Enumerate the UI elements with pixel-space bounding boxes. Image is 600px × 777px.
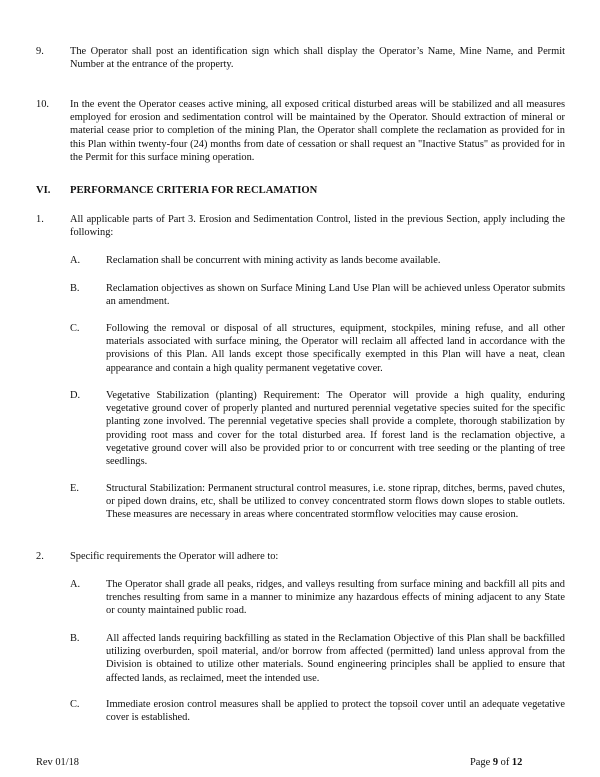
subitem-label: A.: [70, 255, 81, 266]
paragraph-1-text: All applicable parts of Part 3. Erosion and Sedimentation Control, listed in the previous Section, apply including the following:: [70, 214, 565, 239]
section-number: VI.: [36, 185, 51, 196]
subitem-label: B.: [70, 633, 80, 644]
subitem-label: C.: [70, 699, 80, 710]
subitem-2c-text: Immediate erosion control measures shall be applied to protect the topsoil cover until an adequate vegetative cover is established.: [106, 699, 565, 724]
footer-page-word: Page: [470, 757, 491, 768]
paragraph-2-text: Specific requirements the Operator will adhere to:: [70, 551, 279, 562]
subitem-2a-text: The Operator shall grade all peaks, ridges, and valleys resulting from surface mining and backfill all pits and trenches resulting from same in a manner to minimize any hazardous effects of mining adjacent to any State or county maintained public road.: [106, 579, 565, 617]
footer-page-number: [470, 756, 522, 769]
item-number: 9.: [36, 46, 44, 57]
subitem-label: E.: [70, 483, 79, 494]
subitem-1c-text: Following the removal or disposal of all structures, equipment, stockpiles, mining refuse, and all other materials associated with surface mining, the Operator will reclaim all affected land in accordance with the provisions of this Plan. All lands except those specifically exempted in this Plan will have a neat, clean appearance and contain a high quality permanent vegetative cover.: [106, 323, 565, 374]
item-10-text: In the event the Operator ceases active mining, all exposed critical disturbed areas will be stabilized and all measures employed for erosion and sedimentation control will be maintained by the Operator. Should extraction of mineral or material cease prior to completion of the mining Plan, the Operator shall complete the reclamation as provided for in this Plan within twenty-four (24) months from date of cessation or shall request an "Inactive Status" as provided for in the Permit for this surface mining operation.: [70, 99, 565, 163]
subitem-2b-text: All affected lands requiring backfilling as stated in the Reclamation Objective of this Plan shall be backfilled utilizing overburden, spoil material, and/or borrow from affected (permitted) land unless approval from the Division is obtained to utilize other materials. Sound engineering principles shall be applied to ensure that affected lands, as reclaimed, meet the intended use.: [106, 633, 565, 684]
subitem-1b-text: Reclamation objectives as shown on Surface Mining Land Use Plan will be achieved unless Operator submits an amendment.: [106, 283, 565, 308]
subitem-label: C.: [70, 323, 80, 334]
footer-revision: Rev 01/18: [36, 757, 80, 768]
section-title: PERFORMANCE CRITERIA FOR RECLAMATION: [70, 185, 318, 196]
paragraph-number: 1.: [36, 214, 44, 225]
item-number: 10.: [36, 99, 49, 110]
paragraph-number: 2.: [36, 551, 44, 562]
footer-total-pages: 12: [511, 757, 523, 768]
subitem-label: B.: [70, 283, 80, 294]
subitem-1d-text: Vegetative Stabilization (planting) Requirement: The Operator will provide a high quality, enduring vegetative ground cover of properly planted and nurtured perennial vegetative species suited for the specific planting zone involved. The perennial vegetative species shall provide a complete, thorough stabilization by providing root mass and cover for the total disturbed area. If forest land is the reclamation objective, a vegetative ground cover will also be provided prior to or concurrent with tree seeding or the planting of tree seedlings.: [106, 390, 565, 468]
subitem-1a-text: Reclamation shall be concurrent with mining activity as lands become available.: [106, 255, 441, 266]
subitem-label: D.: [70, 390, 81, 401]
subitem-1e-text: Structural Stabilization: Permanent structural control measures, i.e. stone riprap, ditches, berms, paved chutes, or piped down drains, etc, shall be utilized to convey concentrated storm flows down slopes to stable outlets. These measures are necessary in areas where concentrated stormflow velocities may cause erosion.: [106, 483, 565, 521]
footer-current-page: 9: [492, 757, 499, 768]
item-9-text: The Operator shall post an identification sign which shall display the Operator’s Name, Mine Name, and Permit Number at the entrance of the property.: [70, 46, 565, 71]
footer-of-word: of: [500, 757, 510, 768]
subitem-label: A.: [70, 579, 81, 590]
